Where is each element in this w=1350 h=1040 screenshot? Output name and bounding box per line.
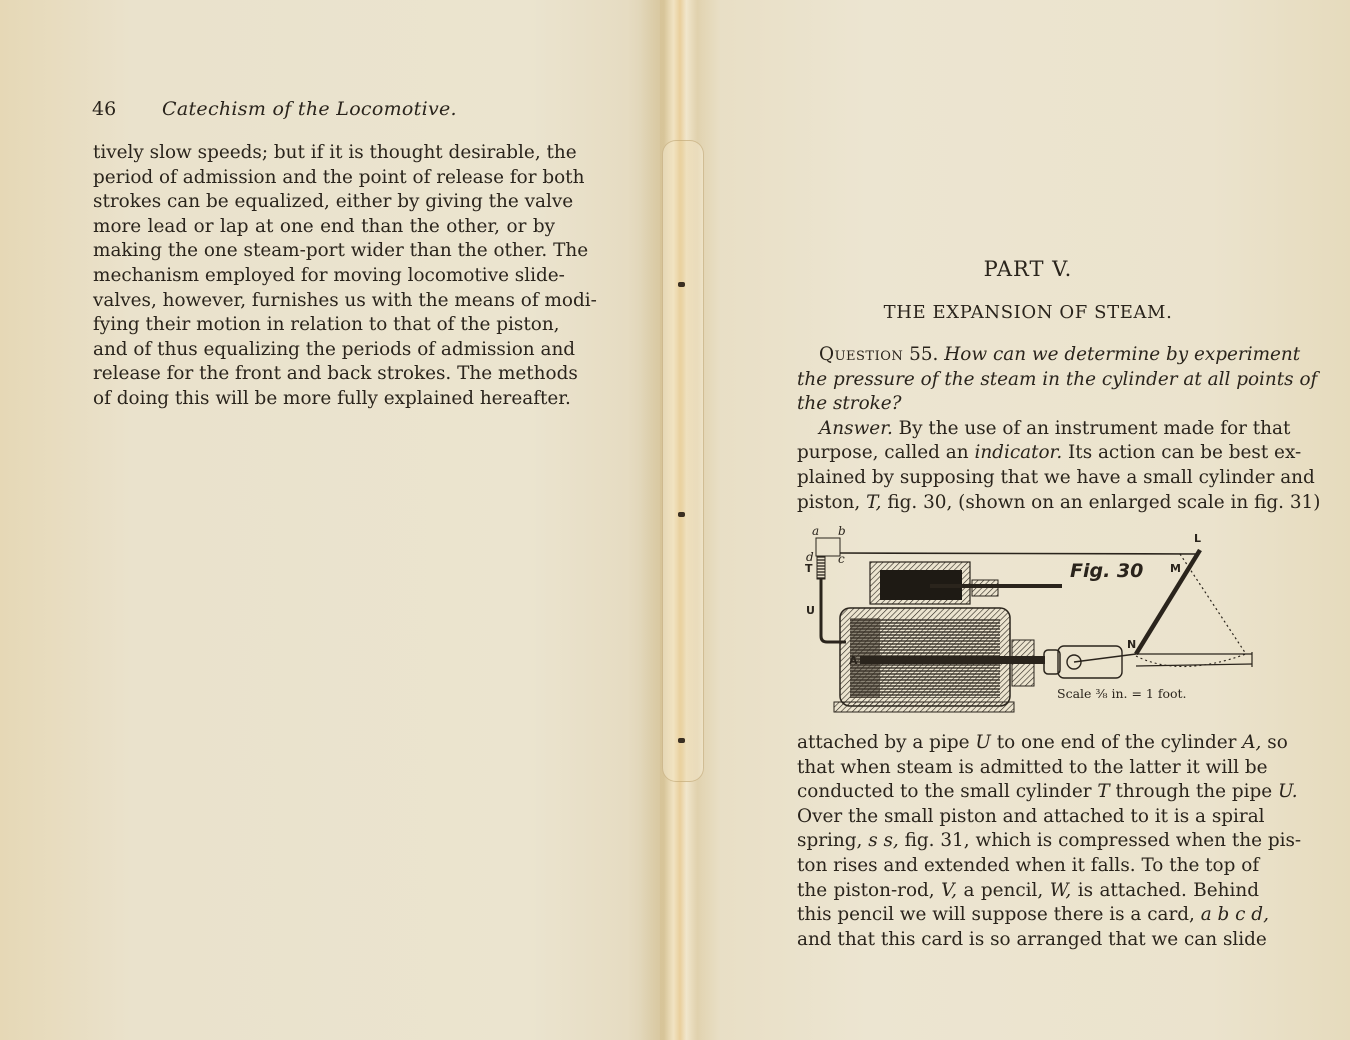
text-line: spring, s s, fig. 31, which is compressed when the pis- — [797, 830, 1302, 852]
text-line: conducted to the small cylinder T through the pipe U. — [797, 781, 1298, 803]
text-line: and of thus equalizing the periods of admission and — [93, 338, 576, 360]
label-M: M — [1170, 562, 1181, 575]
page-number: 46 — [92, 98, 117, 120]
label-U: U — [806, 604, 815, 617]
text-line: valves, however, furnishes us with the means of modi- — [93, 289, 597, 311]
question-line: the pressure of the steam in the cylinder at all points of — [797, 368, 1318, 390]
text-line: tively slow speeds; but if it is thought desirable, the — [93, 142, 577, 163]
label-c: c — [838, 552, 845, 566]
left-body-text — [93, 141, 597, 412]
question-label: Question — [819, 344, 904, 365]
figure-scale: Scale ⅜ in. = 1 foot. — [1057, 686, 1187, 701]
label-A: A — [849, 654, 858, 667]
running-title: Catechism of the Locomotive. — [162, 98, 457, 120]
answer-line: piston, T, fig. 30, (shown on an enlarged scale in fig. 31) — [797, 491, 1321, 513]
label-L: L — [1194, 532, 1202, 545]
text-line: ton rises and extended when it falls. To the top of — [797, 854, 1260, 876]
stitch-mark — [678, 738, 685, 743]
label-a: a — [812, 524, 820, 538]
text-line: and that this card is so arranged that we can slide — [797, 928, 1267, 950]
left-page — [0, 0, 660, 1040]
text-line: of doing this will be more fully explained hereafter. — [93, 387, 571, 409]
question-text: How can we determine by experiment — [944, 344, 1301, 365]
text-line: attached by a pipe U to one end of the cylinder A, so — [797, 732, 1288, 753]
label-d: d — [806, 550, 814, 564]
text-line: this pencil we will suppose there is a card, a b c d, — [797, 904, 1269, 926]
text-line: more lead or lap at one end than the other, or by — [93, 215, 555, 237]
binding-tape — [662, 140, 704, 782]
text-line: making the one steam-port wider than the other. The — [93, 240, 589, 262]
continuation-text — [797, 731, 1302, 952]
running-head — [92, 98, 554, 120]
text-line: fying their motion in relation to that of the piston, — [93, 314, 560, 336]
question-line: the stroke? — [797, 393, 902, 415]
chapter-title: THE EXPANSION OF STEAM. — [883, 302, 1173, 323]
book-gutter — [640, 0, 720, 1040]
text-line: strokes can be equalized, either by giving the valve — [93, 191, 574, 213]
question-block — [797, 343, 1321, 515]
label-b: b — [838, 524, 846, 538]
text-line: period of admission and the point of release for both — [93, 166, 585, 188]
answer-line: Answer. By the use of an instrument made for that — [819, 417, 1291, 439]
question-line — [797, 343, 1301, 368]
text-line: the piston-rod, V, a pencil, W, is attached. Behind — [797, 879, 1259, 901]
part-title: PART V. — [983, 257, 1073, 281]
text-line: release for the front and back strokes. The methods — [93, 363, 578, 385]
cylinder-engraving-icon — [800, 526, 1260, 722]
label-B: B — [863, 654, 872, 667]
figure-caption: Fig. 30 — [1070, 560, 1144, 582]
figure-30-indicator-diagram — [800, 526, 1260, 722]
text-line: that when steam is admitted to the latter it will be — [797, 756, 1268, 778]
answer-label: Answer. — [819, 417, 893, 439]
label-N: N — [1127, 638, 1137, 651]
stitch-mark — [678, 282, 685, 287]
answer-line: plained by supposing that we have a small cylinder and — [797, 466, 1315, 488]
text-line: mechanism employed for moving locomotive slide- — [93, 264, 565, 286]
text-line: Over the small piston and attached to it is a spiral — [797, 805, 1265, 827]
question-number: 55. — [909, 344, 939, 365]
label-T: T — [805, 562, 813, 575]
answer-line: purpose, called an indicator. Its action can be best ex- — [797, 442, 1302, 464]
stitch-mark — [678, 512, 685, 517]
